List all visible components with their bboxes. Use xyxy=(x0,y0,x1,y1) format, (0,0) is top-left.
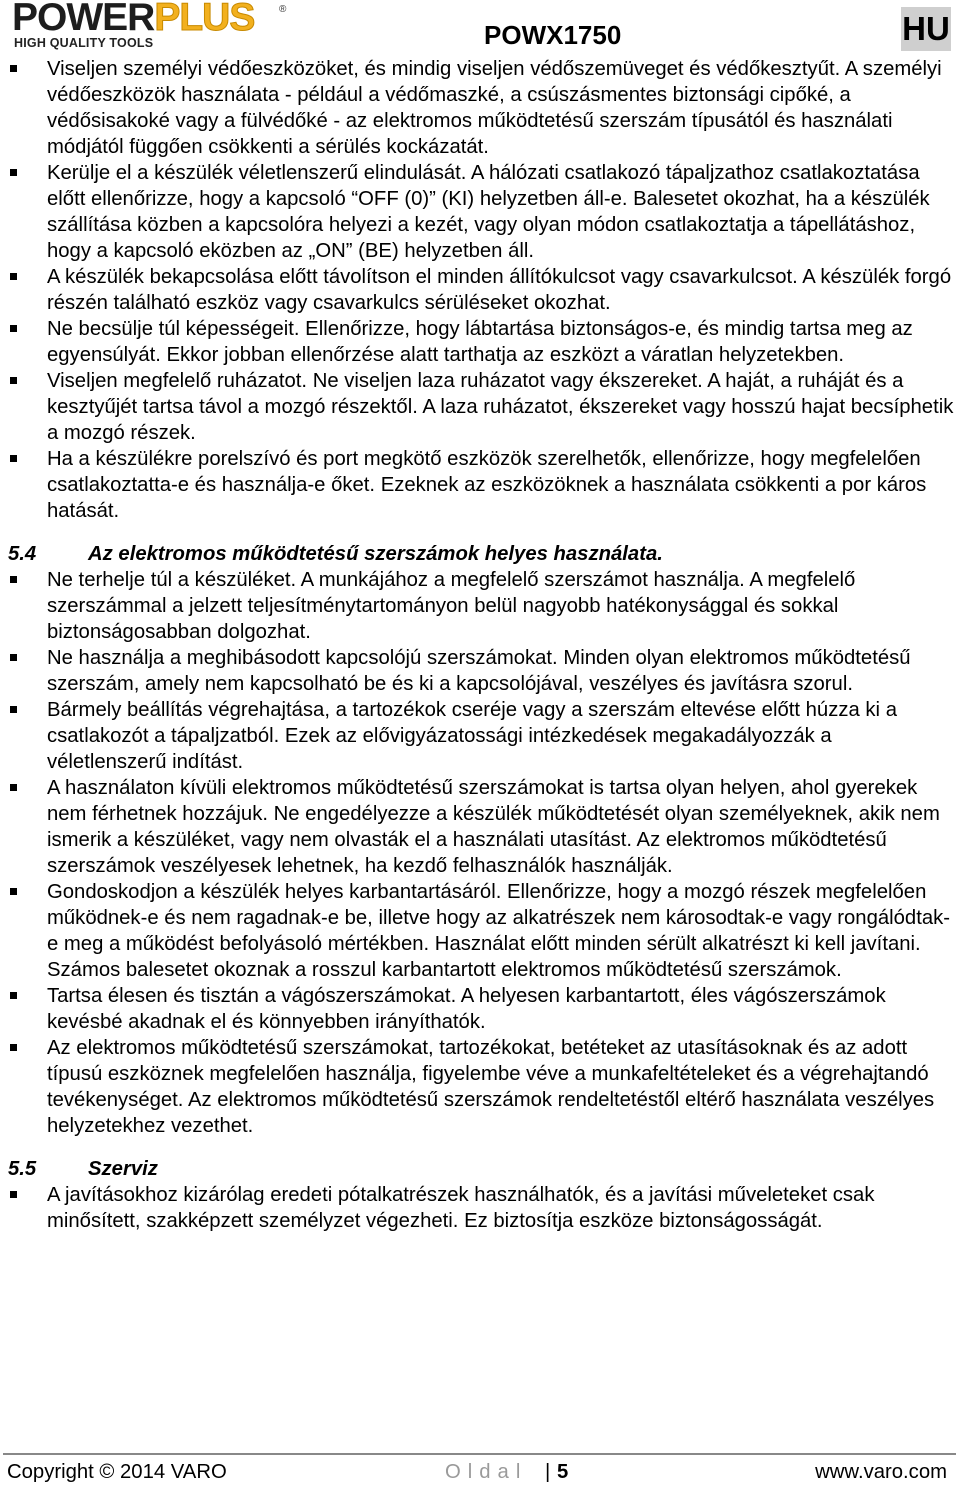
safety-item xyxy=(0,1182,960,1234)
square-bullet-icon xyxy=(10,784,17,791)
square-bullet-icon xyxy=(10,992,17,999)
safety-item xyxy=(0,1035,960,1139)
safety-item xyxy=(0,316,960,368)
section-number: 5.5 xyxy=(8,1158,37,1180)
safety-item-text: Viseljen személyi védőeszközöket, és mindig viseljen védőszemüveget és védőkesztyűt. A személyi védőeszközök használata - például a védőmaszké, a csúszásmentes biztonsági cipőké, a védősisakoké vagy a fülvédőké - az elektromos működtetésű szerszám típusától és használati módjától függően csökkenti a sérülés kockázatát. xyxy=(47,58,942,158)
safety-item xyxy=(0,879,960,983)
page-separator: | xyxy=(545,1461,551,1483)
safety-item xyxy=(0,645,960,697)
safety-item-text: Ne használja a meghibásodott kapcsolójú szerszámokat. Minden olyan elektromos működtetésű szerszám, amely nem kapcsolható be és ki a kapcsolójával, veszélyes és javításra szorul. xyxy=(47,647,911,695)
safety-item xyxy=(0,775,960,879)
safety-item xyxy=(0,567,960,645)
safety-item-text: Az elektromos működtetésű szerszámokat, tartozékokat, betéteket az utasításoknak és az adott típusú eszköznek megfelelően használja, figyelembe véve a munkafeltételeket és a végrehajtandó tevékenységet. Az elektromos működtetésű szerszámok rendeltetéstől eltérő használata veszélyes helyzetekhez vezethet. xyxy=(47,1037,935,1137)
safety-item-text: Gondoskodjon a készülék helyes karbantartásáról. Ellenőrizze, hogy a mozgó részek megfelelően működnek-e és nem ragadnak-e be, illetve hogy az alkatrészek nem károsodtak-e vagy rongálódtak-e meg a működést befolyásoló mértékben. Használat előtt minden sérült alkatrészt ki kell javítani. Számos balesetet okoznak a rosszul karbantartott elektromos működtetésű szerszámok. xyxy=(47,881,951,981)
logo-power-text: POWER xyxy=(12,0,155,39)
manual-content xyxy=(0,56,960,1234)
safety-item xyxy=(0,56,960,160)
page-footer xyxy=(0,1453,960,1487)
section-title: Szerviz xyxy=(88,1158,158,1180)
page-header xyxy=(0,0,960,58)
safety-item-text: A javításokhoz kizárólag eredeti pótalkatrészek használhatók, és a javítási műveleteket csak minősített, szakképzett személyzet végezheti. Ez biztosítja eszköze biztonságosságát. xyxy=(47,1184,875,1232)
copyright-text: Copyright © 2014 VARO xyxy=(7,1461,227,1483)
language-badge: HU xyxy=(901,7,951,51)
powerplus-logo xyxy=(12,0,287,50)
square-bullet-icon xyxy=(10,325,17,332)
safety-item-text: Tartsa élesen és tisztán a vágószerszámokat. A helyesen karbantartott, éles vágószerszámok kevésbé akadnak el és könnyebben irányíthatók. xyxy=(47,985,886,1033)
safety-item xyxy=(0,697,960,775)
logo-plus-text: PLUS xyxy=(154,0,255,39)
square-bullet-icon xyxy=(10,1044,17,1051)
logo-tagline: HIGH QUALITY TOOLS xyxy=(14,36,154,50)
section-title: Az elektromos működtetésű szerszámok helyes használata. xyxy=(88,543,663,565)
safety-item-text: Ha a készülékre porelszívó és port megkötő eszközök szerelhetők, ellenőrizze, hogy megfelelően csatlakoztatta-e és használja-e őket. Ezeknek az eszközöknek a használata csökkenti a por káros hatását. xyxy=(47,448,927,522)
safety-item xyxy=(0,368,960,446)
safety-item xyxy=(0,983,960,1035)
logo-wordmark xyxy=(12,0,254,37)
safety-item-text: Bármely beállítás végrehajtása, a tartozékok cseréje vagy a szerszám eltevése előtt húzza ki a csatlakozót a tápaljzatból. Ezek az elővigyázatossági intézkedések megakadályozzák a véletlenszerű indítást. xyxy=(47,699,897,773)
square-bullet-icon xyxy=(10,169,17,176)
website-link[interactable]: www.varo.com xyxy=(815,1461,947,1483)
square-bullet-icon xyxy=(10,377,17,384)
square-bullet-icon xyxy=(10,576,17,583)
safety-item-text: Ne becsülje túl képességeit. Ellenőrizze, hogy lábtartása biztonságos-e, és mindig tartsa meg az egyensúlyát. Ekkor jobban ellenőrzése alatt tarthatja az eszközt a váratlan helyzetekben. xyxy=(47,318,913,366)
square-bullet-icon xyxy=(10,273,17,280)
square-bullet-icon xyxy=(10,1191,17,1198)
safety-item xyxy=(0,264,960,316)
safety-item xyxy=(0,160,960,264)
footer-divider xyxy=(3,1453,956,1455)
safety-item xyxy=(0,446,960,524)
registered-mark-icon: ® xyxy=(279,4,287,15)
square-bullet-icon xyxy=(10,654,17,661)
safety-item-text: Ne terhelje túl a készüléket. A munkájához a megfelelő szerszámot használja. A megfelelő szerszámmal a jelzett teljesítménytartományon belül nagyobb hatékonysággal és sokkal biztonságosabban dolgozhat. xyxy=(47,569,856,643)
section-number: 5.4 xyxy=(8,543,37,565)
page-number: 5 xyxy=(557,1461,569,1483)
safety-item-text: Viseljen megfelelő ruházatot. Ne viseljen laza ruházatot vagy ékszereket. A haját, a ruháját és a kesztyűjét tartsa távol a mozgó részektől. A laza ruházatot, ékszereket vagy hosszú hajat becsíphetik a mozgó részek. xyxy=(47,370,954,444)
safety-item-text: A készülék bekapcsolása előtt távolítson el minden állítókulcsot vagy csavarkulcsot. A készülék forgó részén található eszköz vagy csavarkulcs sérüléseket okozhat. xyxy=(47,266,952,314)
safety-item-text: A használaton kívüli elektromos működtetésű szerszámokat is tartsa olyan helyen, ahol gyerekek nem férhetnek hozzájuk. Ne engedélyezze a készülék működtetését olyan személyeknek, akik nem ismerik a készüléket, vagy nem olvasták el a használati utasítást. Az elektromos működtetésű szerszámok veszélyesek lehetnek, ha kezdő felhasználók használják. xyxy=(47,777,940,877)
square-bullet-icon xyxy=(10,455,17,462)
model-number: POWX1750 xyxy=(484,20,622,50)
section-heading-5-4 xyxy=(0,541,960,567)
square-bullet-icon xyxy=(10,65,17,72)
section-heading-5-5 xyxy=(0,1156,960,1182)
page-label: Oldal xyxy=(445,1461,528,1483)
square-bullet-icon xyxy=(10,888,17,895)
square-bullet-icon xyxy=(10,706,17,713)
safety-item-text: Kerülje el a készülék véletlenszerű elindulását. A hálózati csatlakozó tápaljzathoz csatlakoztatása előtt ellenőrizze, hogy a kapcsoló “OFF (0)” (KI) helyzetben áll-e. Balesetet okozhat, ha a készülék szállítása közben a kapcsolóra helyezi a kezét, vagy olyan módon csatlakoztatja a tápellátáshoz, hogy a kapcsoló eközben az „ON” (BE) helyzetben áll. xyxy=(47,162,930,262)
